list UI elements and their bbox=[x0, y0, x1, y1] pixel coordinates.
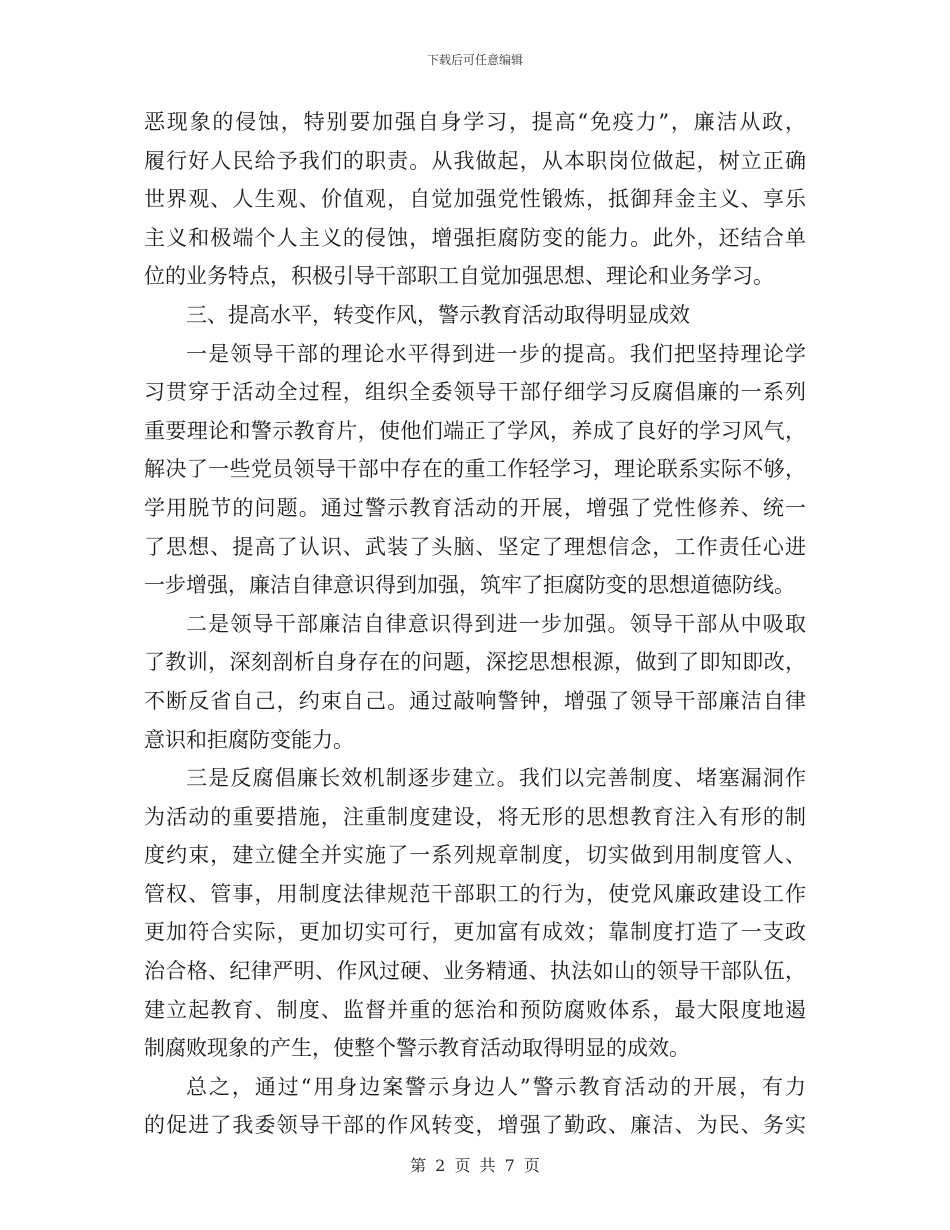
text-line: 总之，通过“用身边案警示身边人”警示教育活动的开展，有力 bbox=[186, 1074, 806, 1099]
text-line: 不断反省自己，约束自己。通过敲响警钟，增强了领导干部廉洁自律 bbox=[144, 688, 806, 713]
text-line: 重要理论和警示教育片，使他们端正了学风，养成了良好的学习风气， bbox=[144, 418, 806, 443]
body-text bbox=[144, 103, 806, 1145]
paragraph bbox=[144, 1068, 806, 1145]
text-line: 习贯穿于活动全过程，组织全委领导干部仔细学习反腐倡廉的一系列 bbox=[144, 380, 806, 405]
text-line: 位的业务特点，积极引导干部职工自觉加强思想、理论和业务学习。 bbox=[144, 264, 774, 289]
text-line: 一是领导干部的理论水平得到进一步的提高。我们把坚持理论学 bbox=[186, 341, 806, 366]
text-line: 管权、管事，用制度法律规范干部职工的行为，使党风廉政建设工作 bbox=[144, 881, 806, 906]
text-line: 学用脱节的问题。通过警示教育活动的开展，增强了党性修养、统一 bbox=[144, 495, 806, 520]
text-line: 更加符合实际，更加切实可行，更加富有成效；靠制度打造了一支政 bbox=[144, 920, 806, 945]
text-line: 三是反腐倡廉长效机制逐步建立。我们以完善制度、堵塞漏洞作 bbox=[186, 766, 806, 791]
section-heading bbox=[144, 296, 806, 335]
paragraph bbox=[144, 605, 806, 759]
text-line: 的促进了我委领导干部的作风转变，增强了勤政、廉洁、为民、务实 bbox=[144, 1113, 806, 1138]
text-line: 治合格、纪律严明、作风过硬、业务精通、执法如山的领导干部队伍， bbox=[144, 959, 806, 984]
page-number-footer: 第 2 页 共 7 页 bbox=[410, 1156, 540, 1175]
paragraph bbox=[144, 335, 806, 605]
text-line: 了思想、提高了认识、武装了头脑、坚定了理想信念，工作责任心进 bbox=[144, 534, 806, 559]
text-line: 二是领导干部廉洁自律意识得到进一步加强。领导干部从中吸取 bbox=[186, 611, 806, 636]
paragraph bbox=[144, 103, 806, 296]
text-line: 恶现象的侵蚀，特别要加强自身学习，提高“免疫力”，廉洁从政， bbox=[144, 110, 806, 134]
paragraph bbox=[144, 759, 806, 1068]
text-line: 意识和拒腐防变能力。 bbox=[144, 727, 354, 752]
text-line: 了教训，深刻剖析自身存在的问题，深挖思想根源，做到了即知即改， bbox=[144, 650, 806, 675]
text-line: 度约束，建立健全并实施了一系列规章制度，切实做到用制度管人、 bbox=[144, 843, 806, 868]
text-line: 三、提高水平，转变作风，警示教育活动取得明显成效 bbox=[186, 302, 690, 327]
text-line: 制腐败现象的产生，使整个警示教育活动取得明显的成效。 bbox=[144, 1036, 690, 1061]
page-header: 下载后可任意编辑 bbox=[426, 53, 523, 67]
text-line: 建立起教育、制度、监督并重的惩治和预防腐败体系，最大限度地遏 bbox=[144, 997, 806, 1022]
text-line: 一步增强，廉洁自律意识得到加强，筑牢了拒腐防变的思想道德防线。 bbox=[144, 573, 795, 598]
text-line: 解决了一些党员领导干部中存在的重工作轻学习，理论联系实际不够， bbox=[144, 457, 806, 482]
text-line: 世界观、人生观、价值观，自觉加强党性锻炼，抵御拜金主义、享乐 bbox=[144, 187, 806, 212]
text-line: 履行好人民给予我们的职责。从我做起，从本职岗位做起，树立正确 bbox=[144, 148, 806, 173]
text-line: 为活动的重要措施，注重制度建设，将无形的思想教育注入有形的制 bbox=[144, 804, 806, 829]
text-line: 主义和极端个人主义的侵蚀，增强拒腐防变的能力。此外，还结合单 bbox=[144, 225, 806, 250]
